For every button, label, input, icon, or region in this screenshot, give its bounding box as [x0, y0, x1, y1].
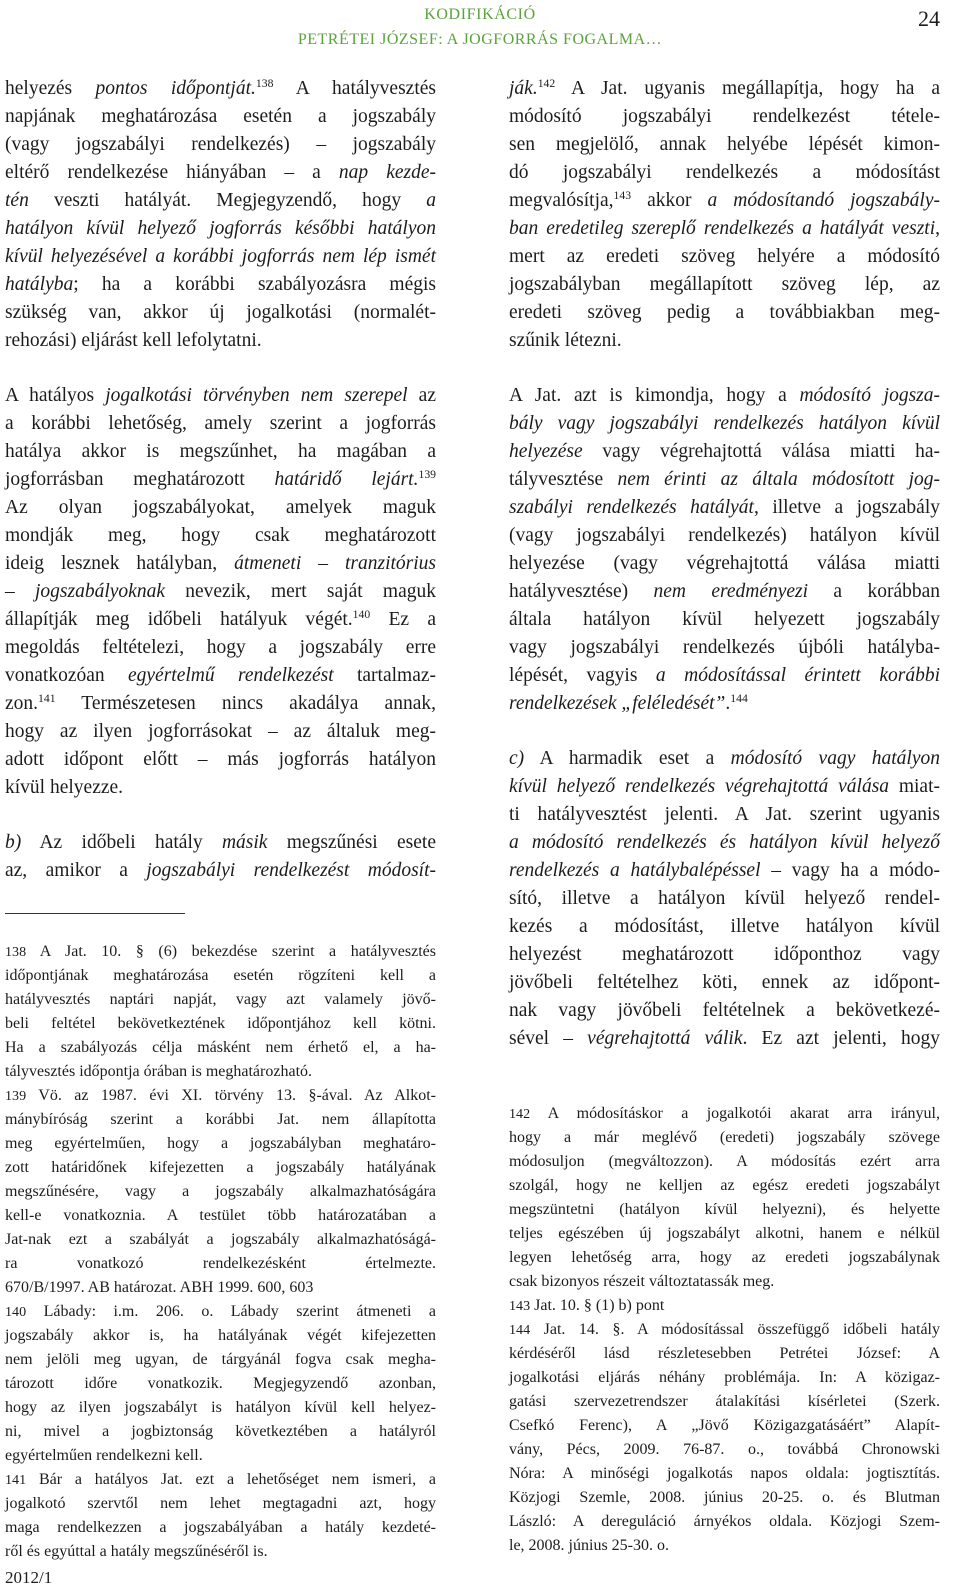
- text-run: hatályvesztése): [509, 581, 654, 602]
- text-run: a korábbi lehetőség, amely szerint a jogforrás: [5, 413, 436, 434]
- italic-text-run: a módosító rendelkezés és hatályon kívül helyező: [509, 832, 940, 853]
- text-line: [509, 550, 940, 578]
- italic-text-run: jogszabályi rendelkezést módosít-: [146, 860, 436, 881]
- paragraph: [509, 745, 940, 1053]
- text-line: [5, 662, 436, 690]
- italic-text-run: szabályi rendelkezés hatályát: [509, 497, 754, 518]
- text-line: [509, 773, 940, 801]
- text-line: [5, 578, 436, 606]
- text-run: veszti hatályát. Megjegyzendő, hogy: [28, 190, 427, 211]
- text-run: egyértelműen rendelkezni kell.: [5, 1447, 203, 1464]
- italic-text-run: rendelkezés a hatálybalépéssel: [509, 860, 761, 881]
- italic-text-run: egyértelmű rendelkezést: [127, 665, 334, 686]
- text-line: [509, 634, 940, 662]
- text-run: kérdéséről lásd részletesebben Petrétei József: A: [509, 1345, 940, 1362]
- text-line: [509, 801, 940, 829]
- text-line: [509, 103, 940, 131]
- text-line: [5, 327, 436, 355]
- text-line: [5, 1372, 436, 1396]
- text-run: helyezés: [5, 78, 96, 99]
- text-run: A Jat. azt is kimondja, hogy a: [509, 385, 800, 406]
- text-line: [5, 1516, 436, 1540]
- text-run: (vagy jogszabályi rendelkezés) – jogszabály: [5, 134, 436, 155]
- footnote: [5, 1300, 436, 1468]
- text-run: tartalmaz-: [333, 665, 437, 686]
- text-line: [5, 964, 436, 988]
- italic-text-run: másik: [221, 832, 268, 853]
- text-run: megszűnésére, vagy a jogszabály alkalmazhatóságára: [5, 1183, 436, 1200]
- paragraph: [5, 382, 436, 802]
- italic-text-run: a módosítandó jogszabály-: [707, 190, 941, 211]
- text-run: Bár a hatályos Jat. ezt a lehetőséget nem ismeri, a: [26, 1471, 436, 1488]
- text-line: [5, 1468, 436, 1492]
- text-line: [509, 662, 940, 690]
- text-run: szolgál, hogy ne kelljen az egész eredeti jogszabályt: [509, 1177, 940, 1194]
- text-line: [5, 1132, 436, 1156]
- text-line: [5, 1036, 436, 1060]
- footnote-separator: [5, 913, 185, 914]
- footnote-number: 142: [509, 1106, 531, 1122]
- text-run: le, 2008. június 25-30. o.: [509, 1537, 669, 1554]
- text-run: (vagy jogszabályi rendelkezés) hatályon kívül: [509, 525, 940, 546]
- text-run: szűnik létezni.: [509, 330, 622, 351]
- footnote: [5, 1084, 436, 1300]
- text-run: Közjogi Szemle, 2008. június 20-25. o. és Blutman: [509, 1489, 940, 1506]
- text-line: [5, 690, 436, 718]
- text-line: [5, 1444, 436, 1468]
- italic-text-run: kívül helyezésével a korábbi jogforrás nem lép ismét: [5, 246, 436, 267]
- text-run: mert az eredeti szöveg helyére a módosító: [509, 246, 940, 267]
- text-run: nevezik, mert saját maguk: [164, 581, 436, 602]
- text-run: Ez a: [370, 609, 436, 630]
- text-run: jövőbeli feltételhez köti, ennek az időpont-: [509, 972, 940, 993]
- italic-text-run: hatályba: [5, 274, 74, 295]
- text-line: [509, 1246, 940, 1270]
- text-line: [509, 299, 940, 327]
- paragraph: [509, 382, 940, 718]
- text-run: Jat. 14. §. A módosítással összefüggő időbeli hatály: [530, 1321, 940, 1338]
- text-run: mondják meg, hogy csak meghatározott: [5, 525, 436, 546]
- text-run: ti hatályvesztést jelenti. A Jat. szerint ugyanis: [509, 804, 940, 825]
- footnote: [5, 940, 436, 1084]
- text-line: [509, 1318, 940, 1342]
- text-run: , illetve a jogszabály: [753, 497, 941, 518]
- text-run: Ha a szabályozás célja másként nem érhető el, a ha-: [5, 1039, 436, 1056]
- text-line: [509, 1390, 940, 1414]
- text-line: [5, 494, 436, 522]
- text-line: [5, 550, 436, 578]
- text-run: . Ez azt jelenti, hogy: [742, 1028, 940, 1049]
- text-line: [509, 997, 940, 1025]
- text-run: kívül helyezze.: [5, 777, 124, 798]
- text-run: hatálya akkor is megszűnhet, ha magában a: [5, 441, 436, 462]
- text-line: [5, 75, 436, 103]
- text-line: [509, 1438, 940, 1462]
- text-run: A harmadik eset a: [524, 748, 731, 769]
- text-line: [5, 243, 436, 271]
- text-run: vagy jogszabályi rendelkezés újbóli hatályba-: [509, 637, 940, 658]
- footnote-reference: 138: [255, 76, 274, 90]
- text-line: [5, 940, 436, 964]
- text-line: [5, 606, 436, 634]
- text-line: [5, 1348, 436, 1372]
- text-run: .: [725, 693, 731, 714]
- text-run: ra vonatkozó rendelkezésként értelmezte.: [5, 1255, 436, 1272]
- italic-text-run: kívül helyező rendelkezés végrehajtottá válása: [509, 776, 890, 797]
- text-line: [5, 1108, 436, 1132]
- text-line: [5, 1084, 436, 1108]
- text-line: [509, 327, 940, 355]
- text-line: [509, 885, 940, 913]
- footnote-reference: 143: [613, 188, 632, 202]
- text-line: [5, 271, 436, 299]
- footnote-number: 144: [509, 1322, 531, 1338]
- text-run: sító, illetve a hatályon kívül helyező rendel-: [509, 888, 940, 909]
- text-run: az, amikor a: [5, 860, 147, 881]
- italic-text-run: bály vagy jogszabályi rendelkezés hatályon kívül: [509, 413, 940, 434]
- italic-text-run: ják.: [509, 78, 538, 99]
- text-line: [509, 159, 940, 187]
- italic-text-run: nem érinti az általa módosított jog-: [617, 469, 940, 490]
- text-line: [5, 1180, 436, 1204]
- text-run: csak bizonyos részeit változtatassák meg.: [509, 1273, 775, 1290]
- text-line: [5, 1228, 436, 1252]
- right-column-body: [509, 75, 940, 1080]
- text-line: [509, 606, 940, 634]
- text-line: [509, 187, 940, 215]
- text-run: nem jelöli meg ugyan, de tárgyánál fogva csak megha-: [5, 1351, 436, 1368]
- text-run: szükség van, akkor új jogalkotási (normalét-: [5, 302, 436, 323]
- italic-text-run: rendelkezések „feléledését”: [509, 693, 726, 714]
- footnote: [5, 1468, 436, 1564]
- text-line: [509, 522, 940, 550]
- text-run: megoldás feltételezi, hogy a jogszabály erre: [5, 637, 436, 658]
- text-line: [5, 522, 436, 550]
- footnote: [509, 1102, 940, 1294]
- footnote-reference: 141: [38, 691, 56, 705]
- text-line: [509, 1198, 940, 1222]
- text-run: maga rendelkezzen a jogszabályában a hatály kezdeté-: [5, 1519, 436, 1536]
- text-run: A hatályvesztés: [273, 78, 436, 99]
- text-run: A módosításkor a jogalkotói akarat arra irányul,: [530, 1105, 940, 1122]
- text-line: [5, 1540, 436, 1564]
- italic-text-run: tén: [5, 190, 29, 211]
- text-line: [509, 1342, 940, 1366]
- text-line: [509, 215, 940, 243]
- text-run: ideig lesznek hatályban,: [5, 553, 235, 574]
- text-line: [509, 1486, 940, 1510]
- text-line: [509, 410, 940, 438]
- text-run: helyezést meghatározott időponthoz vagy: [509, 944, 940, 965]
- text-run: Csefkó Ferenc), A „Jövő Közigazgatásáért” Alapít-: [509, 1417, 940, 1434]
- text-line: [509, 941, 940, 969]
- text-run: állapítják meg időbeli hatályuk végét.: [5, 609, 353, 630]
- text-run: A Jat. 10. § (6) bekezdése szerint a hatályvesztés: [26, 943, 436, 960]
- text-line: [5, 1396, 436, 1420]
- text-run: hogy az ilyen jogszabályt is hatályon kívül kell helyez-: [5, 1399, 436, 1416]
- text-run: kezés a módosítást, illetve hatályon kívül: [509, 916, 940, 937]
- text-run: – vagy ha a módo-: [760, 860, 940, 881]
- text-line: [5, 1060, 436, 1084]
- text-run: gatási szervezetrendszer átalakítási kísérletei (Szerk.: [509, 1393, 940, 1410]
- text-line: [5, 857, 436, 885]
- text-line: [5, 382, 436, 410]
- paragraph: [5, 829, 436, 885]
- text-run: általa hatályon kívül helyezett jogszabály: [509, 609, 940, 630]
- italic-text-run: ban eredetileg szereplő rendelkezés a hatályát veszti: [509, 218, 936, 239]
- italic-text-run: átmeneti – tranzitórius: [234, 553, 437, 574]
- text-line: [5, 410, 436, 438]
- right-column-footnotes: [509, 1102, 940, 1558]
- text-run: ni, mivel a jogbiztonság következtében a hatályról: [5, 1423, 436, 1440]
- text-run: jogforrásban meghatározott: [5, 469, 275, 490]
- italic-text-run: – jogszabályoknak: [5, 581, 165, 602]
- footnote-reference: 139: [418, 467, 436, 481]
- text-line: [5, 634, 436, 662]
- paragraph: [5, 75, 436, 355]
- text-line: [509, 1366, 940, 1390]
- text-line: [509, 243, 940, 271]
- text-line: [5, 466, 436, 494]
- text-line: [5, 774, 436, 802]
- text-line: [509, 829, 940, 857]
- text-line: [509, 745, 940, 773]
- footnote-reference: 142: [537, 76, 556, 90]
- text-line: [5, 215, 436, 243]
- italic-text-run: határidő lejárt.: [274, 469, 419, 490]
- text-run: vagy végrehajtottá válása miatti ha-: [582, 441, 940, 462]
- text-line: [509, 969, 940, 997]
- italic-text-run: c): [509, 748, 525, 769]
- text-run: A hatályos: [5, 385, 106, 406]
- text-run: beli feltétel bekövetkeztének időpontjához kell kötni.: [5, 1015, 436, 1032]
- text-run: meg egyértelműen, hogy a jogszabályban meghatáro-: [5, 1135, 436, 1152]
- text-run: zon.: [5, 693, 39, 714]
- text-line: [509, 1270, 940, 1294]
- text-line: [509, 913, 940, 941]
- text-line: [509, 690, 940, 718]
- text-line: [5, 829, 436, 857]
- italic-text-run: b): [5, 832, 22, 853]
- footnote-number: 140: [5, 1304, 27, 1320]
- text-run: lépését, vagyis: [509, 665, 656, 686]
- text-run: módosító jogszabályi rendelkezést tétele-: [509, 106, 940, 127]
- text-run: hogy az ilyen jogforrásokat – az általuk meg-: [5, 721, 436, 742]
- footnote-number: 138: [5, 944, 27, 960]
- text-run: Vö. az 1987. évi XI. törvény 13. §-ával. Az Alkot-: [26, 1087, 436, 1104]
- text-run: jogszabályban megállapított szöveg lép, az: [509, 274, 940, 295]
- text-run: Nóra: A minőségi jogalkotás napos oldala: jogtisztítás.: [509, 1465, 940, 1482]
- text-run: ,: [935, 218, 940, 239]
- text-run: hogy a már meglévő (eredeti) jogszabály szövege: [509, 1129, 940, 1146]
- text-run: tályvesztés időpontja órában is meghatározható.: [5, 1063, 313, 1080]
- text-line: [5, 1492, 436, 1516]
- text-run: Az időbeli hatály: [21, 832, 222, 853]
- text-line: [509, 438, 940, 466]
- text-line: [5, 718, 436, 746]
- text-run: megvalósítja,: [509, 190, 614, 211]
- text-run: helyezése (vagy végrehajtottá válása miatti: [509, 553, 940, 574]
- text-line: [509, 1126, 940, 1150]
- text-line: [509, 1150, 940, 1174]
- text-run: nak vagy jövőbeli feltételnek a bekövetkezé-: [509, 1000, 940, 1021]
- italic-text-run: jogalkotási törvényben nem szerepel: [105, 385, 408, 406]
- footnote-number: 141: [5, 1472, 27, 1488]
- page-number: 24: [918, 6, 940, 31]
- text-run: Lábady: i.m. 206. o. Lábady szerint átmeneti a: [26, 1303, 436, 1320]
- text-run: Jat. 10. § (1) b) pont: [530, 1297, 665, 1314]
- text-run: megszűnési esete: [267, 832, 436, 853]
- text-line: [5, 1324, 436, 1348]
- text-run: zott határidőnek kifejezetten a jogszabály hatályának: [5, 1159, 436, 1176]
- text-line: [509, 75, 940, 103]
- text-run: legyen lehetőség arra, hogy az eredeti jogszabálynak: [509, 1249, 940, 1266]
- text-line: [509, 382, 940, 410]
- text-line: [5, 438, 436, 466]
- footnote-reference: 140: [352, 607, 371, 621]
- text-run: dó jogszabályi rendelkezés a módosítást: [509, 162, 940, 183]
- text-line: [509, 578, 940, 606]
- italic-text-run: pontos időpontját.: [95, 78, 256, 99]
- text-line: [509, 494, 940, 522]
- text-run: jogszabály akkor is, ha hatályának végét kifejezetten: [5, 1327, 436, 1344]
- italic-text-run: végrehajtottá válik: [587, 1028, 743, 1049]
- text-run: az: [407, 385, 436, 406]
- italic-text-run: nap kezde-: [338, 162, 436, 183]
- text-run: ; ha a korábbi szabályozásra mégis: [73, 274, 436, 295]
- text-line: [5, 1012, 436, 1036]
- text-line: [5, 1204, 436, 1228]
- italic-text-run: a módosítással érintett korábbi: [655, 665, 940, 686]
- text-run: megszüntetni (hatályon kívül helyezni), és helyette: [509, 1201, 940, 1218]
- italic-text-run: nem eredményezi: [653, 581, 809, 602]
- text-run: módosuljon (megváltozzon). A módosítás ezért arra: [509, 1153, 940, 1170]
- text-line: [5, 1276, 436, 1300]
- text-line: [509, 1174, 940, 1198]
- text-line: [5, 1420, 436, 1444]
- text-line: [5, 746, 436, 774]
- text-line: [509, 1102, 940, 1126]
- text-run: időpontjának meghatározása esetén rögzíteni kell a: [5, 967, 436, 984]
- text-line: [5, 1252, 436, 1276]
- text-run: hatályvesztés naptári napját, vagy azt valamely jövő-: [5, 991, 436, 1008]
- text-run: sével –: [509, 1028, 588, 1049]
- journal-title: KODIFIKÁCIÓ: [424, 6, 536, 23]
- text-run: teljes egészében új jogszabályt alkotni, hanem e nélkül: [509, 1225, 940, 1242]
- text-run: 670/B/1997. AB határozat. ABH 1999. 600, 603: [5, 1279, 314, 1296]
- italic-text-run: módosító jogsza-: [799, 385, 940, 406]
- text-line: [509, 131, 940, 159]
- text-line: [509, 1534, 940, 1558]
- text-run: Az olyan jogszabályokat, amelyek maguk: [5, 497, 436, 518]
- text-line: [5, 103, 436, 131]
- text-line: [5, 1300, 436, 1324]
- text-line: [5, 159, 436, 187]
- italic-text-run: a: [426, 190, 436, 211]
- text-run: akkor: [631, 190, 708, 211]
- italic-text-run: hatályon kívül helyező jogforrás későbbi hatályon: [5, 218, 436, 239]
- text-run: a korábban: [808, 581, 940, 602]
- text-line: [509, 1025, 940, 1053]
- text-run: László: A dereguláció árnyékos oldala. Közjogi Szem-: [509, 1513, 940, 1530]
- text-line: [5, 187, 436, 215]
- text-run: Természetesen nincs akadálya annak,: [55, 693, 436, 714]
- text-run: kell-e vonatkoznia. A testület több határozatában a: [5, 1207, 436, 1224]
- text-line: [509, 271, 940, 299]
- italic-text-run: helyezése: [509, 441, 583, 462]
- text-run: eredeti szöveg pedig a továbbiakban meg-: [509, 302, 940, 323]
- text-run: mánybíróság szerint a korábbi Jat. nem állapította: [5, 1111, 436, 1128]
- text-run: A Jat. ugyanis megállapítja, hogy ha a: [555, 78, 940, 99]
- text-line: [5, 299, 436, 327]
- text-run: vonatkozóan: [5, 665, 128, 686]
- text-line: [5, 131, 436, 159]
- text-run: sen megjelölő, annak helyébe lépését kimon-: [509, 134, 940, 155]
- left-column-footnotes: [5, 940, 436, 1564]
- italic-text-run: módosító vagy hatályon: [730, 748, 940, 769]
- footnote: [509, 1318, 940, 1558]
- footnote: [509, 1294, 940, 1318]
- text-run: miat-: [889, 776, 940, 797]
- text-run: ről és egyúttal a hatály megszűnéséről is.: [5, 1543, 268, 1560]
- footnote-number: 143: [509, 1298, 531, 1314]
- paragraph: [509, 75, 940, 355]
- text-run: adott időpont előtt – más jogforrás hatályon: [5, 749, 436, 770]
- text-run: napjának meghatározása esetén a jogszabály: [5, 106, 436, 127]
- footnote-reference: 144: [730, 691, 748, 705]
- text-line: [509, 1510, 940, 1534]
- text-line: [509, 857, 940, 885]
- left-column-body: [5, 75, 436, 912]
- text-line: [5, 1156, 436, 1180]
- text-line: [509, 466, 940, 494]
- text-line: [5, 988, 436, 1012]
- text-run: vány, Pécs, 2009. 76-87. o., továbbá Chronowski: [509, 1441, 940, 1458]
- footnote-number: 139: [5, 1088, 27, 1104]
- text-line: [509, 1414, 940, 1438]
- text-run: tározott időre vonatkozik. Megjegyzendő azonban,: [5, 1375, 436, 1392]
- text-line: [509, 1294, 940, 1318]
- running-title: PETRÉTEI JÓZSEF: A JOGFORRÁS FOGALMA…: [297, 31, 663, 48]
- text-run: jogalkotási eljárás néhány problémája. In: A közigaz-: [509, 1369, 940, 1386]
- text-run: rehozási) eljárást kell lefolytatni.: [5, 330, 262, 351]
- issue-number: 2012/1: [5, 1568, 53, 1587]
- text-run: jogalkotó szervtől nem lehet megtagadni azt, hogy: [5, 1495, 436, 1512]
- text-run: tályvesztése: [509, 469, 618, 490]
- text-run: Jat-nak ezt a szabályát a jogszabály alkalmazhatóságá-: [5, 1231, 436, 1248]
- text-line: [509, 1222, 940, 1246]
- text-run: eltérő rendelkezése hiányában – a: [5, 162, 339, 183]
- text-line: [509, 1462, 940, 1486]
